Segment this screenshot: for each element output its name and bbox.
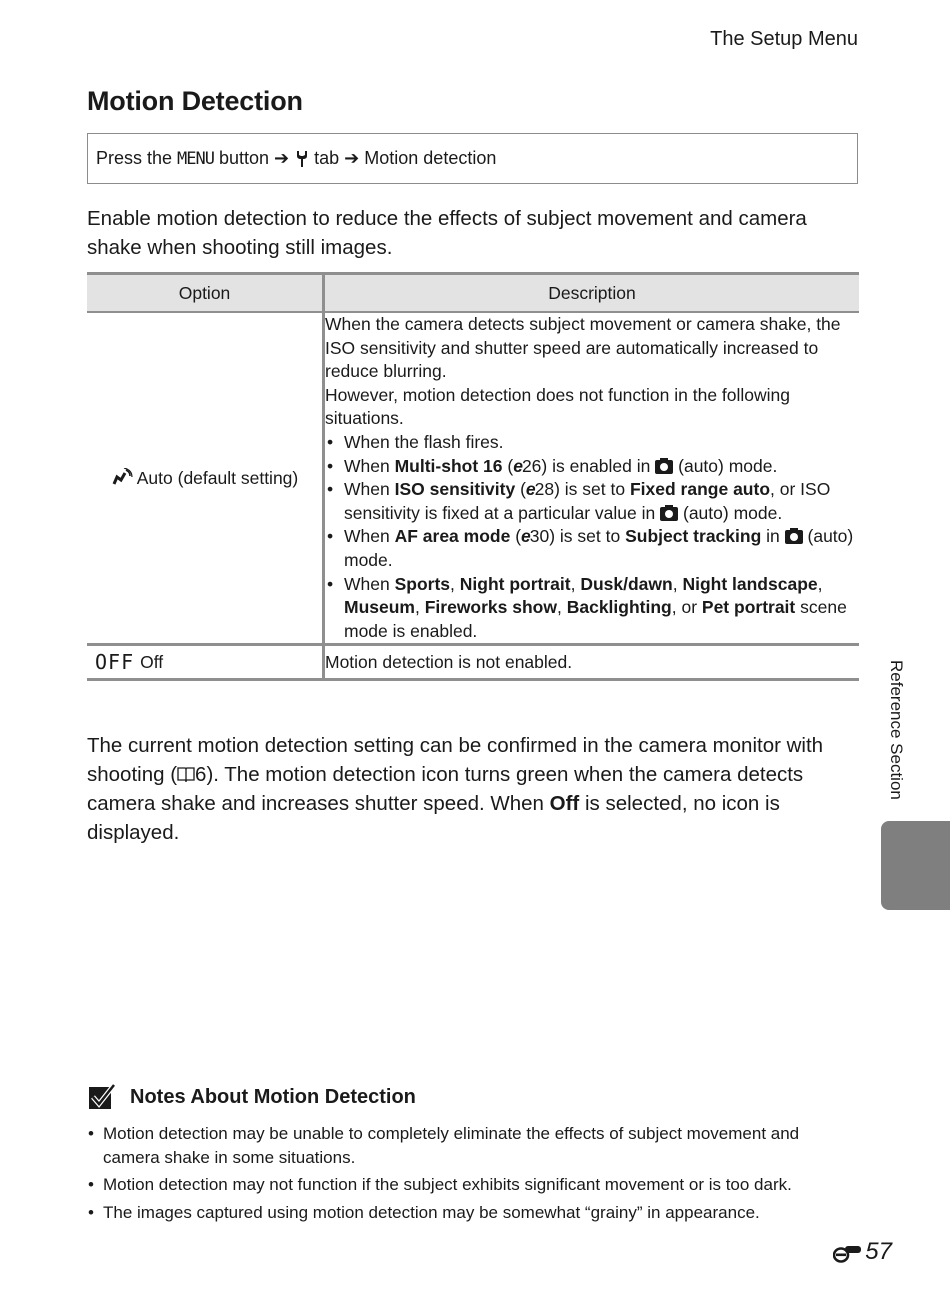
auto-mode-camera-icon — [660, 504, 678, 520]
table-row — [87, 312, 859, 645]
notes-title: Notes About Motion Detection — [130, 1085, 416, 1108]
column-header-option: Option — [87, 274, 324, 313]
list-item: • When Multi-shot 16 (e26) is enabled in (auto) mode. — [325, 455, 859, 479]
setup-tab-icon — [294, 150, 310, 168]
menu-path-item: Motion detection — [364, 148, 497, 168]
reference-icon: e — [521, 526, 530, 547]
menu-button-icon: MENU — [177, 148, 214, 169]
menu-path-tab: tab — [314, 148, 340, 168]
notes-heading — [88, 1083, 416, 1111]
reference-section-icon — [833, 1242, 863, 1262]
auto-mode-camera-icon — [785, 527, 803, 543]
off-icon: OFF — [95, 650, 135, 675]
option-cell — [87, 645, 324, 680]
intro-paragraph: Enable motion detection to reduce the effects of subject movement and camera shake when shooting still images. — [87, 207, 807, 259]
option-label-off: Off — [140, 651, 164, 672]
notes-list — [88, 1122, 858, 1228]
arrow-icon: ➔ — [274, 148, 290, 168]
list-item: • When AF area mode (e30) is set to Subject tracking in (auto) mode. — [325, 525, 859, 572]
description-cell: Motion detection is not enabled. — [324, 645, 860, 680]
option-cell — [87, 312, 324, 645]
reference-icon: e — [525, 479, 535, 500]
desc-paragraph: However, motion detection does not function in the following situations. — [325, 384, 791, 429]
table-row — [87, 645, 859, 680]
side-section-label: Reference Section — [887, 660, 906, 800]
motion-detection-icon — [111, 468, 133, 488]
column-header-description: Description — [324, 274, 860, 313]
reference-icon: e — [513, 455, 522, 476]
option-label-auto: Auto (default setting) — [136, 467, 299, 488]
desc-paragraph: When the camera detects subject movement or camera shake, the ISO sensitivity and shutter speed are automatically increased to reduce blurring. — [325, 314, 841, 382]
situation-list — [325, 431, 859, 643]
arrow-icon: ➔ — [344, 148, 360, 168]
page-number: 57 — [833, 1238, 892, 1266]
list-item: • When ISO sensitivity (e28) is set to Fixed range auto, or ISO sensitivity is fixed at a particular value in (auto) mode. — [325, 478, 859, 525]
list-item: • Motion detection may be unable to completely eliminate the effects of subject movement and camera shake in some situations. — [88, 1122, 858, 1169]
running-header: The Setup Menu — [710, 28, 858, 50]
section-thumb-tab — [881, 821, 950, 910]
list-item: • When the flash fires. — [325, 431, 859, 455]
list-item: • Motion detection may not function if the subject exhibits significant movement or is too dark. — [88, 1173, 858, 1197]
menu-path-box — [87, 133, 858, 184]
description-cell — [324, 312, 860, 645]
menu-path-press: Press the — [96, 148, 173, 168]
checkmark-icon — [88, 1083, 116, 1111]
options-table — [87, 272, 859, 681]
list-item: • The images captured using motion detection may be somewhat “grainy” in appearance. — [88, 1201, 858, 1225]
auto-mode-camera-icon — [655, 457, 673, 473]
page-title: Motion Detection — [87, 86, 303, 116]
list-item: • When Sports, Night portrait, Dusk/dawn, Night landscape, Museum, Fireworks show, Backlighting, or Pet portrait scene mode is enabled. — [325, 573, 859, 644]
menu-path-button: button — [219, 148, 270, 168]
book-reference-icon — [177, 762, 195, 780]
confirmation-paragraph: The current motion detection setting can be confirmed in the camera monitor with shooting ( 6). The motion detection icon turns green when the camera detects camera shake and increases shutter speed. When Off is selected, no icon is displayed. — [87, 734, 824, 844]
